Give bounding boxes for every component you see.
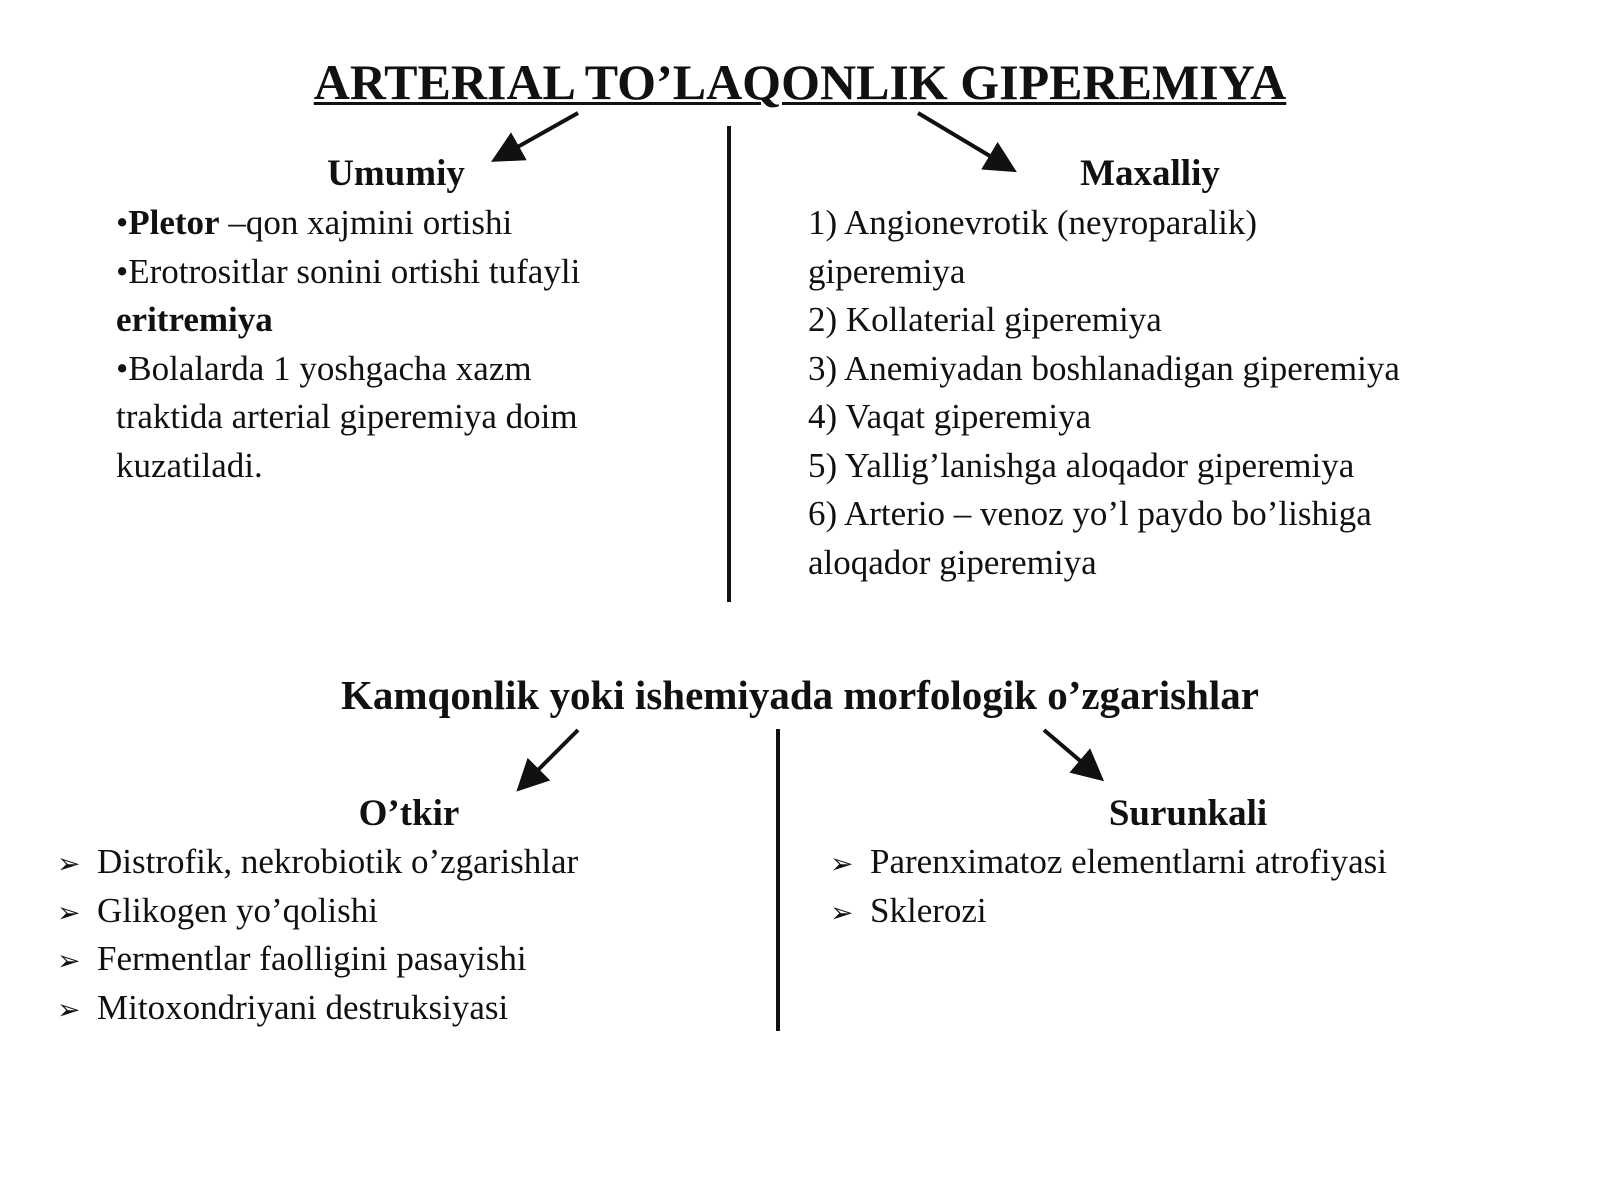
- list-item: ➢ Fermentlar faolligini pasayishi: [57, 935, 757, 984]
- general-heading: Umumiy: [327, 153, 465, 194]
- list-item: ➢ Glikogen yo’qolishi: [57, 887, 757, 936]
- local-line: 3) Anemiyadan boshlanadigan giperemiya: [808, 348, 1400, 388]
- arrow-icon: [918, 113, 1010, 168]
- list-item: ➢ Distrofik, nekrobiotik o’zgarishlar: [57, 838, 757, 887]
- list-item: ➢ Sklerozi: [830, 887, 1590, 936]
- section-subtitle: Kamqonlik yoki ishemiyada morfologik o’zgarishlar: [341, 672, 1259, 718]
- general-item-3: •Bolalarda 1 yoshgacha xazm: [116, 348, 532, 388]
- arrow-icon: [498, 113, 578, 158]
- arrowhead-bullet-icon: ➢: [57, 895, 81, 929]
- bullet-icon: •: [116, 348, 129, 388]
- general-item-3-line-2: traktida arterial giperemiya doim: [116, 397, 578, 436]
- arrowhead-bullet-icon: ➢: [57, 944, 81, 977]
- acute-list: [57, 838, 757, 1032]
- acute-heading: O’tkir: [358, 793, 460, 834]
- chronic-list: [830, 838, 1590, 935]
- local-list: [808, 199, 1588, 587]
- local-line: 5) Yallig’lanishga aloqador giperemiya: [808, 445, 1355, 485]
- list-item: ➢ Mitoxondriyani destruksiyasi: [57, 984, 757, 1033]
- vertical-divider-bottom: [776, 729, 780, 1031]
- bullet-icon: •: [116, 251, 129, 291]
- chronic-heading: Surunkali: [1108, 793, 1268, 834]
- local-line: aloqador giperemiya: [808, 542, 1097, 582]
- local-line: 1) Angionevrotik (neyroparalik): [808, 203, 1258, 242]
- general-item-2: •Erotrositlar sonini ortishi tufayli: [116, 251, 581, 291]
- arrowhead-bullet-icon: ➢: [57, 847, 81, 880]
- general-item-1: •Pletor –qon xajmini ortishi: [116, 203, 513, 242]
- local-line: 4) Vaqat giperemiya: [808, 397, 1092, 436]
- list-item: ➢ Parenximatoz elementlarni atrofiyasi: [830, 838, 1590, 887]
- arrow-icon: [522, 730, 578, 786]
- general-item-2-bold: eritremiya: [116, 300, 273, 339]
- arrow-icon: [1044, 730, 1098, 776]
- local-line: giperemiya: [808, 251, 966, 291]
- arrowhead-bullet-icon: ➢: [830, 847, 854, 880]
- local-line: 6) Arterio – venoz yo’l paydo bo’lishiga: [808, 494, 1372, 533]
- local-heading: Maxalliy: [1080, 153, 1220, 194]
- bullet-icon: •: [116, 203, 129, 242]
- page-title: ARTERIAL TO’LAQONLIK GIPEREMIYA: [313, 54, 1287, 110]
- arrowhead-bullet-icon: ➢: [57, 992, 81, 1026]
- vertical-divider-top: [727, 126, 731, 602]
- general-list: [116, 199, 716, 490]
- general-item-3-line-3: kuzatiladi.: [116, 445, 263, 485]
- arrowhead-bullet-icon: ➢: [830, 895, 854, 929]
- local-line: 2) Kollaterial giperemiya: [808, 300, 1162, 339]
